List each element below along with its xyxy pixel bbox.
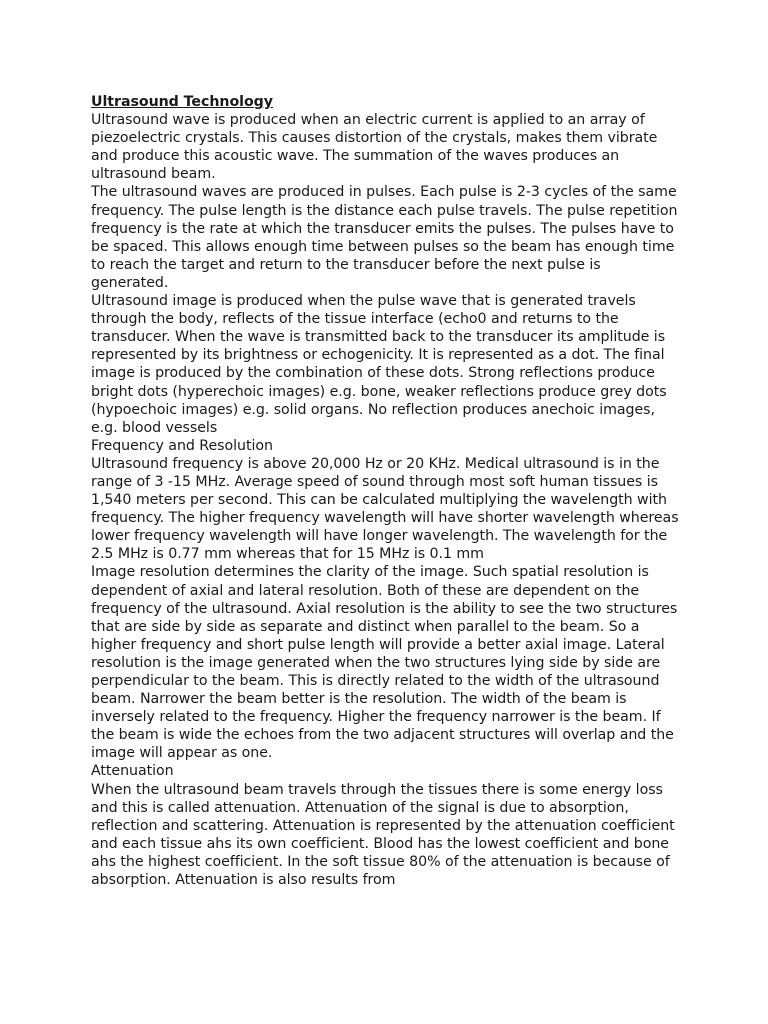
paragraph-image-production: Ultrasound image is produced when the pulse wave that is generated travels through the body, reflects of the tissue interface (echo0 and returns to the transducer. When the wave is transmitted back to the transducer its amplitude is represented by its brightness or echogenicity. It is represented as a dot. The final image is produced by the combination of these dots. Strong reflections produce bright dots (hyperechoic images) e.g. bone, weaker reflections produce grey dots (hypoechoic images) e.g. solid organs. No reflection produces anechoic images, e.g. blood vessels (91, 293, 667, 436)
paragraph-wave-production: Ultrasound wave is produced when an electric current is applied to an array of piezoelectric crystals. This causes distortion of the crystals, makes them vibrate and produce this acoustic wave. The summation of the waves produces an ultrasound beam. (91, 112, 658, 183)
document-page (91, 93, 681, 889)
document-body (91, 111, 681, 889)
paragraph-frequency: Ultrasound frequency is above 20,000 Hz or 20 KHz. Medical ultrasound is in the range of 3 -15 MHz. Average speed of sound through most soft human tissues is 1,540 meters per second. This can be calculated multiplying the wavelength with frequency. The higher frequency wavelength will have shorter wavelength whereas lower frequency wavelength will have longer wavelength. The wavelength for the 2.5 MHz is 0.77 mm whereas that for 15 MHz is 0.1 mm (91, 455, 679, 563)
paragraph-resolution: Image resolution determines the clarity of the image. Such spatial resolution is dependent of axial and lateral resolution. Both of these are dependent on the frequency of the ultrasound. Axial resolution is the ability to see the two structures that are side by side as separate and distinct when parallel to the beam. So a higher frequency and short pulse length will provide a better axial image. Lateral resolution is the image generated when the two structures lying side by side are perpendicular to the beam. This is directly related to the width of the ultrasound beam. Narrower the beam better is the resolution. The width of the beam is inversely related to the frequency. Higher the frequency narrower is the beam. If the beam is wide the echoes from the two adjacent structures will overlap and the image will appear as one. (91, 564, 678, 762)
heading-attenuation: Attenuation (91, 763, 174, 780)
paragraph-pulses: The ultrasound waves are produced in pulses. Each pulse is 2-3 cycles of the same frequency. The pulse length is the distance each pulse travels. The pulse repetition frequency is the rate at which the transducer emits the pulses. The pulses have to be spaced. This allows enough time between pulses so the beam has enough time to reach the target and return to the transducer before the next pulse is generated. (91, 184, 678, 291)
heading-frequency-resolution: Frequency and Resolution (91, 437, 273, 454)
document-title: Ultrasound Technology (91, 94, 273, 110)
paragraph-attenuation: When the ultrasound beam travels through the tissues there is some energy loss and this is called attenuation. Attenuation of the signal is due to absorption, reflection and scattering. Attenuation is represented by the attenuation coefficient and each tissue ahs its own coefficient. Blood has the lowest coefficient and bone ahs the highest coefficient. In the soft tissue 80% of the attenuation is because of absorption. Attenuation is also results from (91, 781, 675, 889)
